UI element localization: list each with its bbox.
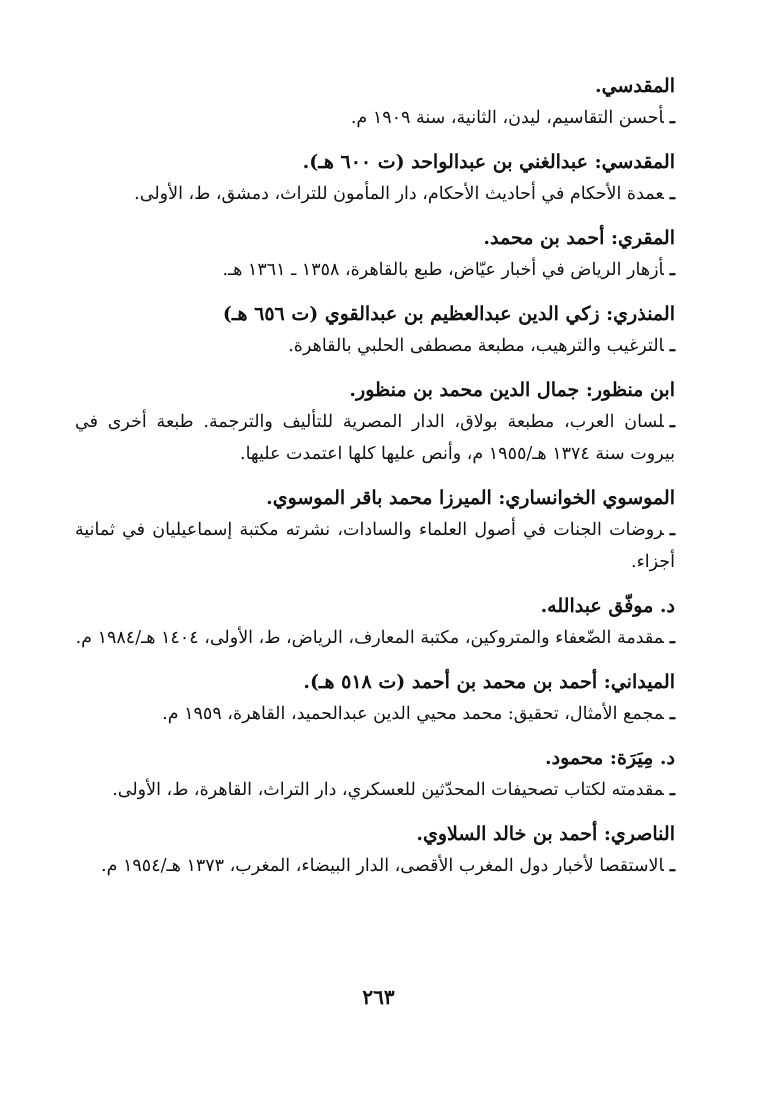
entry-work (75, 850, 675, 882)
entry-work-text: روضات الجنات في أصول العلماء والسادات، نشرته مكتبة إسماعيليان في ثمانية أجزاء. (75, 520, 675, 572)
entry-work-text: أحسن التقاسيم، ليدن، الثانية، سنة ١٩٠٩ م. (350, 108, 664, 128)
entry-work-text: عمدة الأحكام في أحاديث الأحكام، دار المأمون للتراث، دمشق، ط، الأولى. (134, 184, 664, 204)
dash-bullet-icon: ـ (669, 336, 675, 356)
entry-work-text: مقدمته لكتاب تصحيفات المحدّثين للعسكري، دار التراث، القاهرة، ط، الأولى. (112, 780, 664, 800)
entry-work (75, 254, 675, 286)
entry-work-text: مجمع الأمثال، تحقيق: محمد محيي الدين عبدالحميد، القاهرة، ١٩٥٩ م. (162, 704, 664, 724)
bibliography-entry (75, 298, 675, 362)
bibliography-entry (75, 146, 675, 210)
entry-work-text: الترغيب والترهيب، مطبعة مصطفى الحلبي بالقاهرة. (288, 336, 664, 356)
entry-work (75, 102, 675, 134)
entry-work (75, 330, 675, 362)
dash-bullet-icon: ـ (669, 520, 675, 540)
entry-work (75, 774, 675, 806)
entry-author: ابن منظور: جمال الدين محمد بن منظور. (349, 379, 675, 401)
dash-bullet-icon: ـ (669, 628, 675, 648)
entry-work-text: مقدمة الضّعفاء والمتروكين، مكتبة المعارف، الرياض، ط، الأولى، ١٤٠٤ هـ/١٩٨٤ م. (75, 628, 664, 648)
bibliography-entry (75, 482, 675, 578)
bibliography-entry (75, 70, 675, 134)
entry-author: المقدسي. (594, 75, 675, 97)
entry-work-text: الاستقصا لأخبار دول المغرب الأقصى، الدار البيضاء، المغرب، ١٣٧٣ هـ/١٩٥٤ م. (101, 856, 664, 876)
bibliography-entry (75, 818, 675, 882)
dash-bullet-icon: ـ (669, 780, 675, 800)
bibliography-entry (75, 666, 675, 730)
entry-author: المنذري: زكي الدين عبدالعظيم بن عبدالقوي (ت ٦٥٦ هـ) (222, 303, 675, 325)
page-number: ٢٦٣ (362, 985, 395, 1009)
entry-author: الناصري: أحمد بن خالد السلاوي. (416, 823, 675, 845)
bibliography-list (75, 70, 675, 894)
bibliography-entry (75, 590, 675, 654)
entry-work-text: لسان العرب، مطبعة بولاق، الدار المصرية للتأليف والترجمة. طبعة أخرى في بيروت سنة ١٣٧٤ هـ/١٩٥٥ م، وأنص عليها كلها اعتمدت عليها. (75, 412, 675, 464)
dash-bullet-icon: ـ (669, 856, 675, 876)
dash-bullet-icon: ـ (669, 704, 675, 724)
entry-work (75, 514, 675, 578)
entry-author: الموسوي الخوانساري: الميرزا محمد باقر الموسوي. (266, 487, 675, 509)
dash-bullet-icon: ـ (669, 412, 675, 432)
entry-work (75, 178, 675, 210)
entry-author: الميداني: أحمد بن محمد بن أحمد (ت ٥١٨ هـ). (303, 671, 675, 693)
bibliography-entry (75, 374, 675, 470)
entry-author: د. مِيَرَة: محمود. (545, 747, 675, 769)
entry-work (75, 622, 675, 654)
bibliography-entry (75, 742, 675, 806)
entry-work-text: أزهار الرياض في أخبار عيّاض، طبع بالقاهرة، ١٣٥٨ ـ ١٣٦١ هـ. (222, 260, 664, 280)
entry-author: المقري: أحمد بن محمد. (483, 227, 675, 249)
entry-author: د. موفّق عبدالله. (540, 595, 675, 617)
entry-author: المقدسي: عبدالغني بن عبدالواحد (ت ٦٠٠ هـ). (302, 151, 675, 173)
entry-work (75, 406, 675, 470)
entry-work (75, 698, 675, 730)
dash-bullet-icon: ـ (669, 260, 675, 280)
dash-bullet-icon: ـ (669, 108, 675, 128)
bibliography-entry (75, 222, 675, 286)
dash-bullet-icon: ـ (669, 184, 675, 204)
